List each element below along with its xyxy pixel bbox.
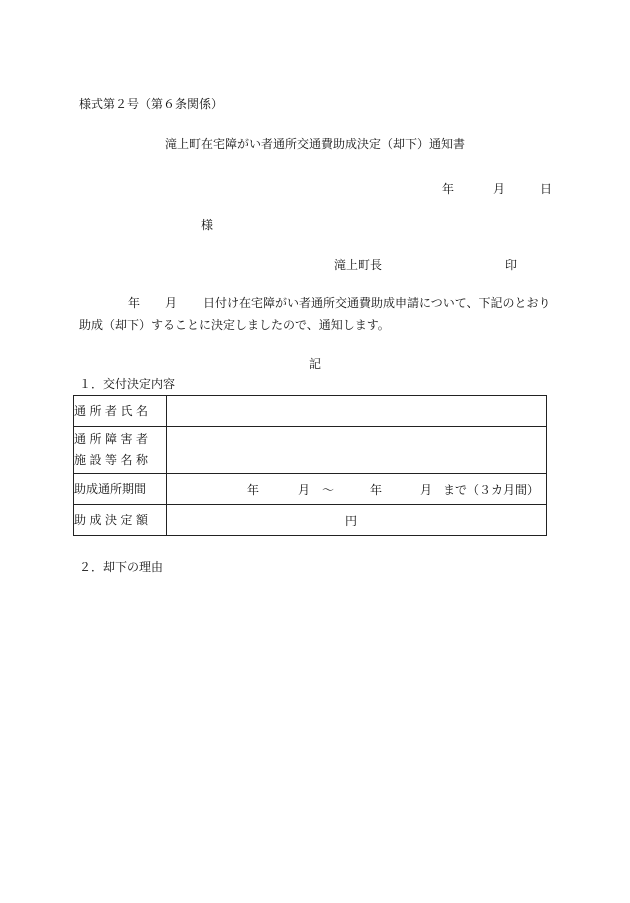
amount-label: 助成決定額 — [74, 513, 152, 527]
amount-yen: 円 — [345, 514, 358, 528]
table-row — [74, 505, 547, 536]
decision-table — [73, 395, 547, 536]
row-label — [74, 396, 167, 427]
body-line2: 助成（却下）することに決定しましたので、通知します。 — [79, 318, 390, 332]
period-tilde: ～ — [322, 483, 335, 497]
issuer-name: 滝上町長 — [334, 258, 383, 272]
ki-heading: 記 — [308, 357, 321, 371]
form-number: 様式第２号（第６条関係） — [79, 97, 224, 111]
date-month: 月 — [493, 182, 506, 196]
period-until: まで（３カ月間） — [443, 483, 540, 497]
row-label — [74, 505, 167, 536]
table-row — [74, 427, 547, 474]
document-title: 滝上町在宅障がい者通所交通費助成決定（却下）通知書 — [164, 137, 465, 151]
period-month2: 月 — [420, 483, 433, 497]
period-year1: 年 — [247, 483, 260, 497]
body-month: 月 — [165, 296, 178, 310]
section1-heading: １．交付決定内容 — [79, 377, 176, 391]
row-label — [74, 427, 167, 474]
period-label: 助成通所期間 — [74, 482, 147, 496]
section2-heading: ２．却下の理由 — [79, 560, 164, 574]
applicant-name-label: 通所者氏名 — [74, 404, 152, 418]
date-year: 年 — [442, 182, 455, 196]
facility-label-line2: 施設等名称 — [74, 453, 152, 467]
body-year: 年 — [128, 296, 141, 310]
table-row — [74, 396, 547, 427]
period-value — [167, 474, 547, 505]
row-label — [74, 474, 167, 505]
amount-value — [167, 505, 547, 536]
date-day: 日 — [540, 182, 553, 196]
body-line1: 日付け在宅障がい者通所交通費助成申請について、下記のとおり — [203, 296, 551, 310]
applicant-name-value — [167, 396, 547, 427]
table-row — [74, 474, 547, 505]
facility-name-value — [167, 427, 547, 474]
seal-mark: 印 — [505, 258, 518, 272]
period-year2: 年 — [370, 483, 383, 497]
period-month1: 月 — [298, 483, 311, 497]
facility-label-line1: 通所障害者 — [74, 432, 152, 446]
recipient-suffix: 様 — [201, 218, 214, 232]
